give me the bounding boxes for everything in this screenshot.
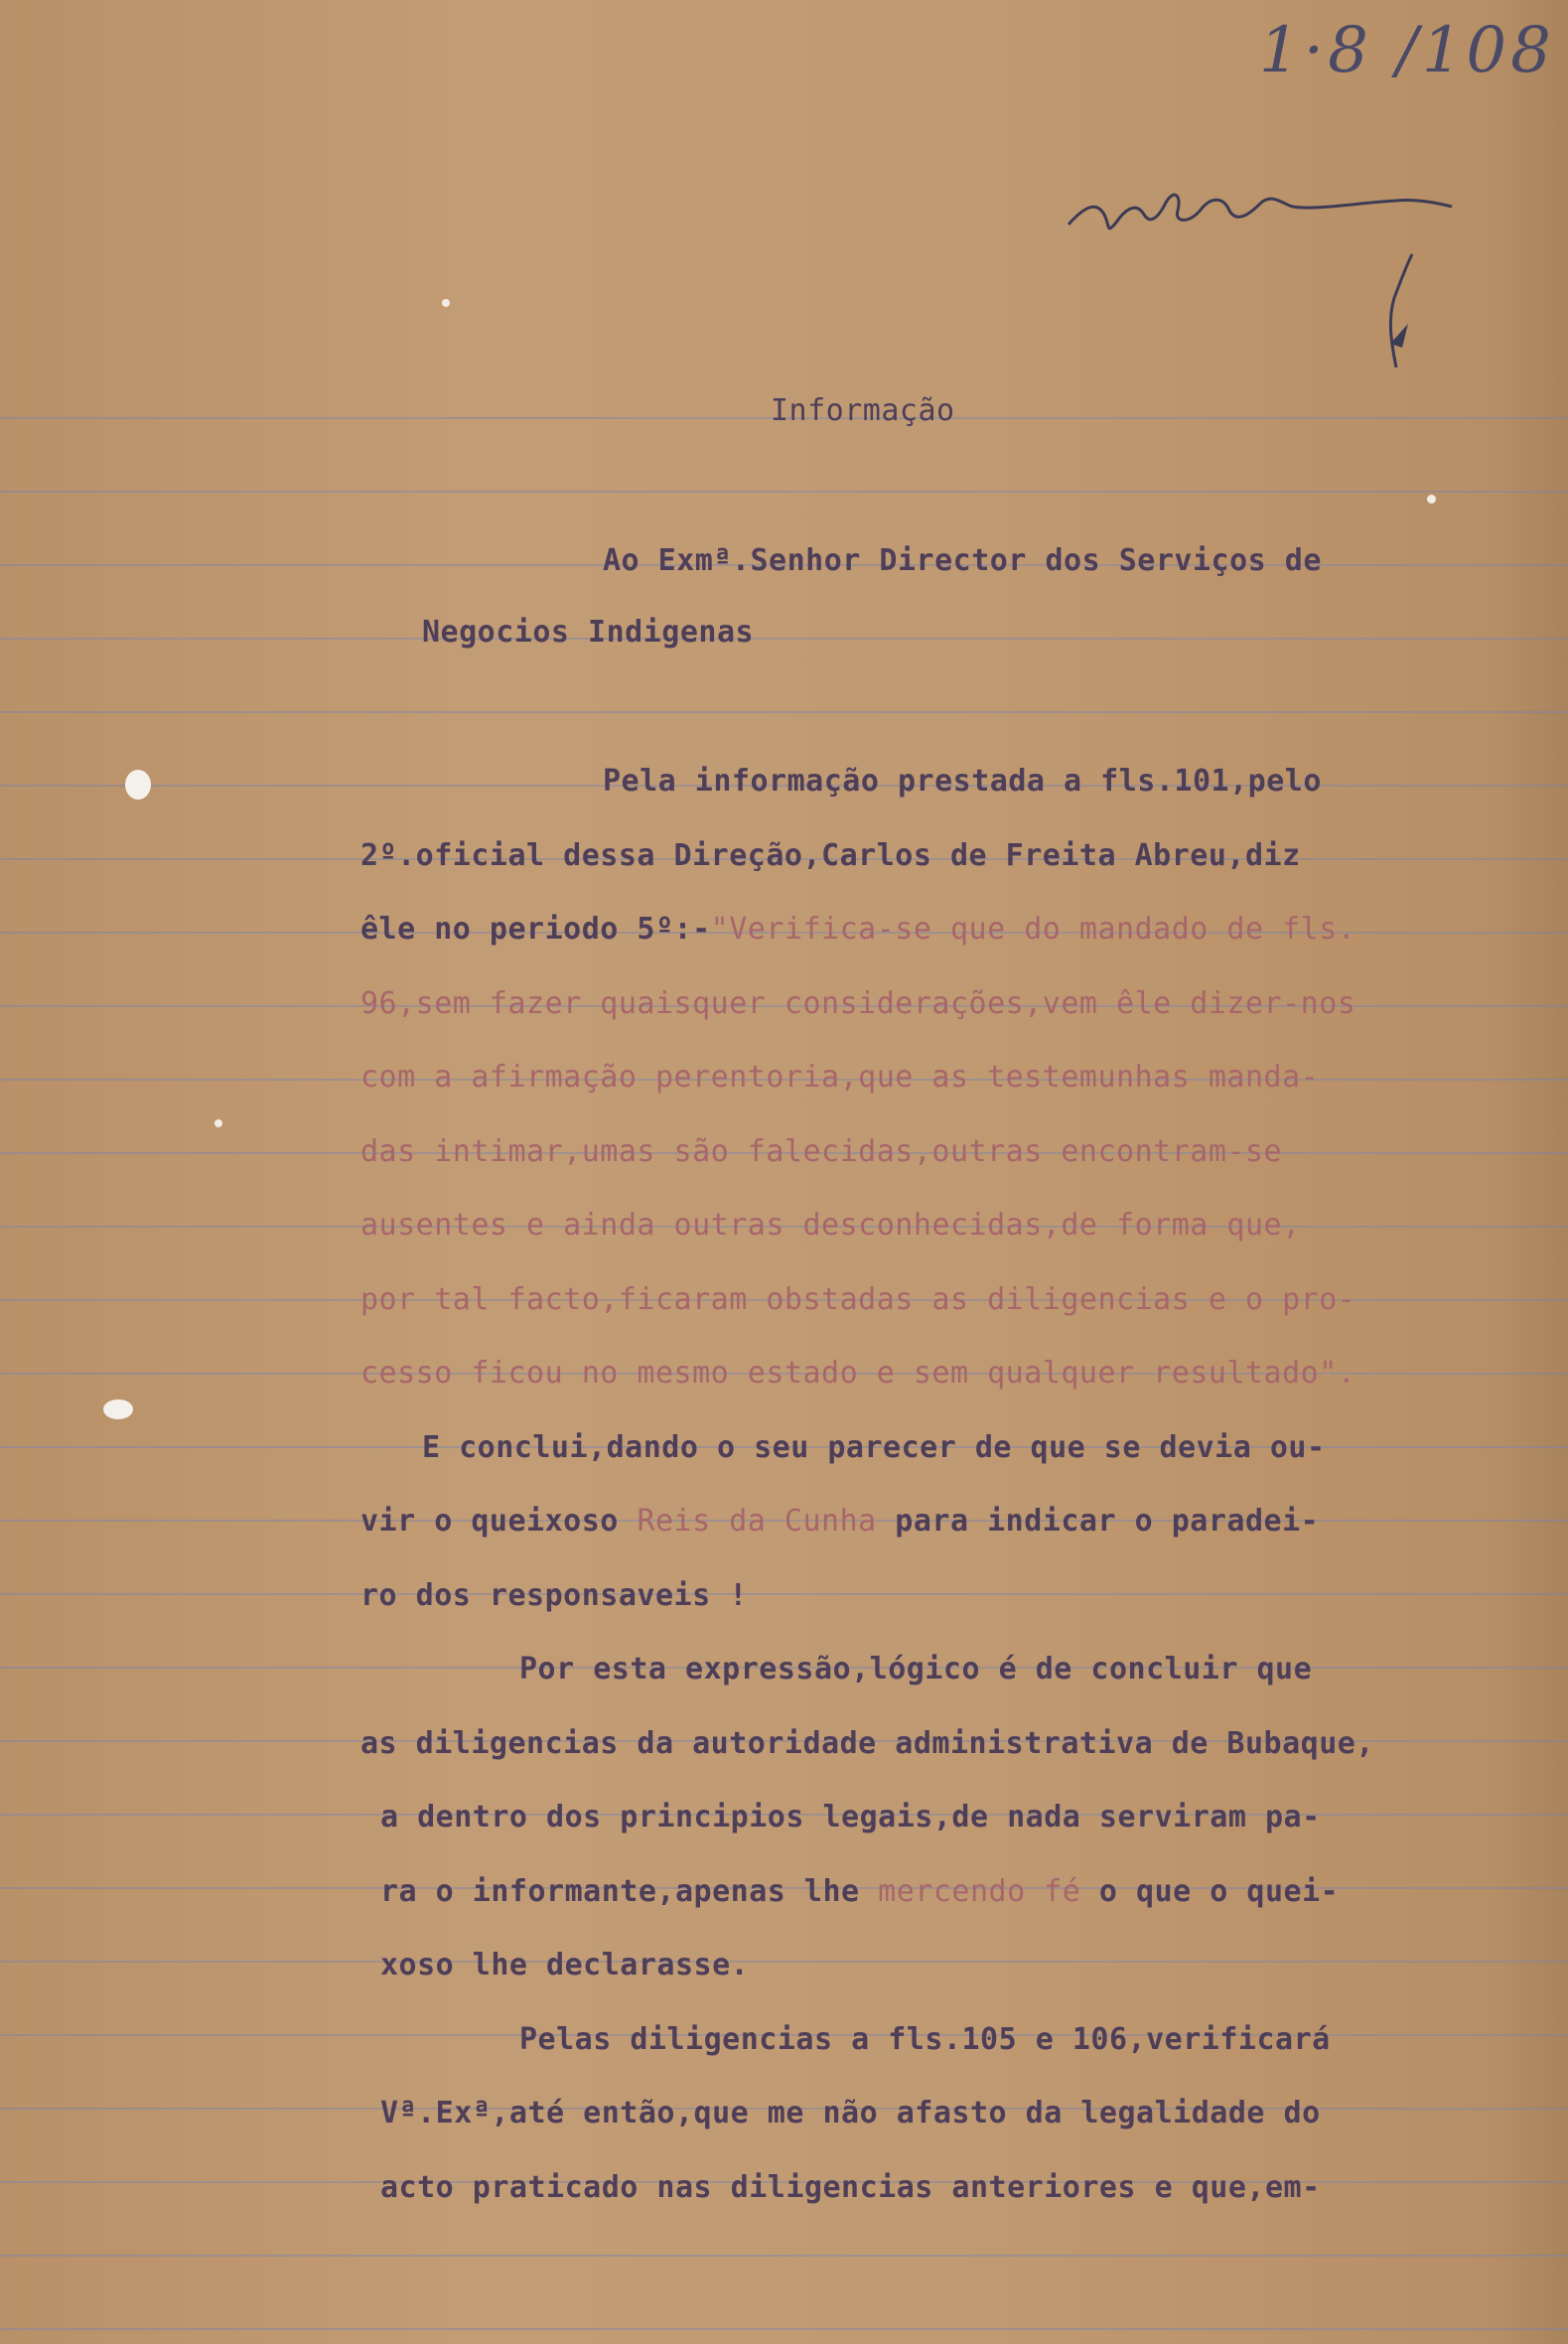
body-line <box>360 986 1355 1022</box>
typed-text: êle no periodo 5º:- <box>360 912 711 947</box>
body-line <box>380 1874 1339 1910</box>
typed-text: Pela informação prestada a fls.101,pelo <box>603 764 1322 799</box>
body-line <box>380 2170 1321 2206</box>
quoted-text: 96,sem fazer quaisquer considerações,vem êle dizer-nos <box>360 986 1356 1021</box>
typed-text: Pelas diligencias a fls.105 e 106,verificará <box>519 2022 1331 2057</box>
body-line <box>360 1726 1374 1762</box>
typed-text: ra o informante,apenas lhe <box>380 1874 879 1909</box>
body-line <box>380 2096 1321 2131</box>
body-line <box>360 1134 1282 1170</box>
ruled-line <box>0 2255 1568 2257</box>
paper-speck <box>1427 495 1436 504</box>
typed-text: 2º.oficial dessa Direção,Carlos de Freita Abreu,diz <box>360 838 1301 873</box>
body-line <box>519 1652 1312 1687</box>
typed-text: Vª.Exª,até então,que me não afasto da legalidade do <box>380 2096 1321 2130</box>
quoted-text: das intimar,umas são falecidas,outras encontram-se <box>360 1134 1283 1169</box>
ruled-line <box>0 2328 1568 2330</box>
body-line <box>360 1578 748 1614</box>
typed-text: vir o queixoso <box>360 1504 638 1538</box>
folio-number: 1·8 /108 <box>1259 14 1555 87</box>
address-line-1: Ao Exmª.Senhor Director dos Serviços de <box>603 543 1322 578</box>
body-line <box>603 764 1322 800</box>
typed-text: a dentro dos principios legais,de nada serviram pa- <box>380 1800 1321 1834</box>
body-line <box>360 1208 1301 1244</box>
paper-speck <box>103 1399 133 1419</box>
typed-text: acto praticado nas diligencias anteriores e que,em- <box>380 2170 1321 2205</box>
ruled-line <box>0 1961 1568 1963</box>
ruled-line <box>0 491 1568 493</box>
ruled-line <box>0 638 1568 640</box>
body-line <box>380 1800 1321 1835</box>
address-line-2: Negocios Indigenas <box>422 615 755 650</box>
quoted-text: cesso ficou no mesmo estado e sem qualquer resultado". <box>360 1356 1356 1391</box>
body-line <box>422 1430 1326 1466</box>
quoted-text: ausentes e ainda outras desconhecidas,de forma que, <box>360 1208 1301 1243</box>
typed-text: Por esta expressão,lógico é de concluir que <box>519 1652 1313 1686</box>
handwritten-signature <box>1063 149 1519 377</box>
body-line <box>380 1948 749 1983</box>
typed-text: as diligencias da autoridade administrativa de Bubaque, <box>360 1726 1374 1761</box>
document-heading: Informação <box>771 393 955 428</box>
typed-text: ro dos responsaveis ! <box>360 1578 748 1613</box>
typed-text: E conclui,dando o seu parecer de que se devia ou- <box>422 1430 1326 1465</box>
paper-speck <box>214 1119 222 1127</box>
quoted-text: mercendo fé <box>878 1874 1081 1909</box>
typed-text: para indicar o paradei- <box>876 1504 1320 1538</box>
body-line <box>360 838 1301 874</box>
typed-text: o que o quei- <box>1080 1874 1340 1909</box>
ruled-line <box>0 711 1568 713</box>
body-line <box>519 2022 1331 2058</box>
body-line <box>360 1282 1355 1318</box>
quoted-text: com a afirmação perentoria,que as testemunhas manda- <box>360 1060 1320 1095</box>
quoted-text: "Verifica-se que do mandado de fls. <box>710 912 1356 947</box>
quoted-text: Reis da Cunha <box>637 1504 877 1538</box>
quoted-text: por tal facto,ficaram obstadas as diligencias e o pro- <box>360 1282 1356 1317</box>
body-line <box>360 1504 1319 1539</box>
ruled-line <box>0 1593 1568 1595</box>
body-line <box>360 1060 1319 1096</box>
paper-speck <box>125 770 151 800</box>
body-line <box>360 1356 1355 1392</box>
typed-text: xoso lhe declarasse. <box>380 1948 750 1982</box>
paper-speck <box>442 299 450 307</box>
body-line <box>360 912 1355 948</box>
